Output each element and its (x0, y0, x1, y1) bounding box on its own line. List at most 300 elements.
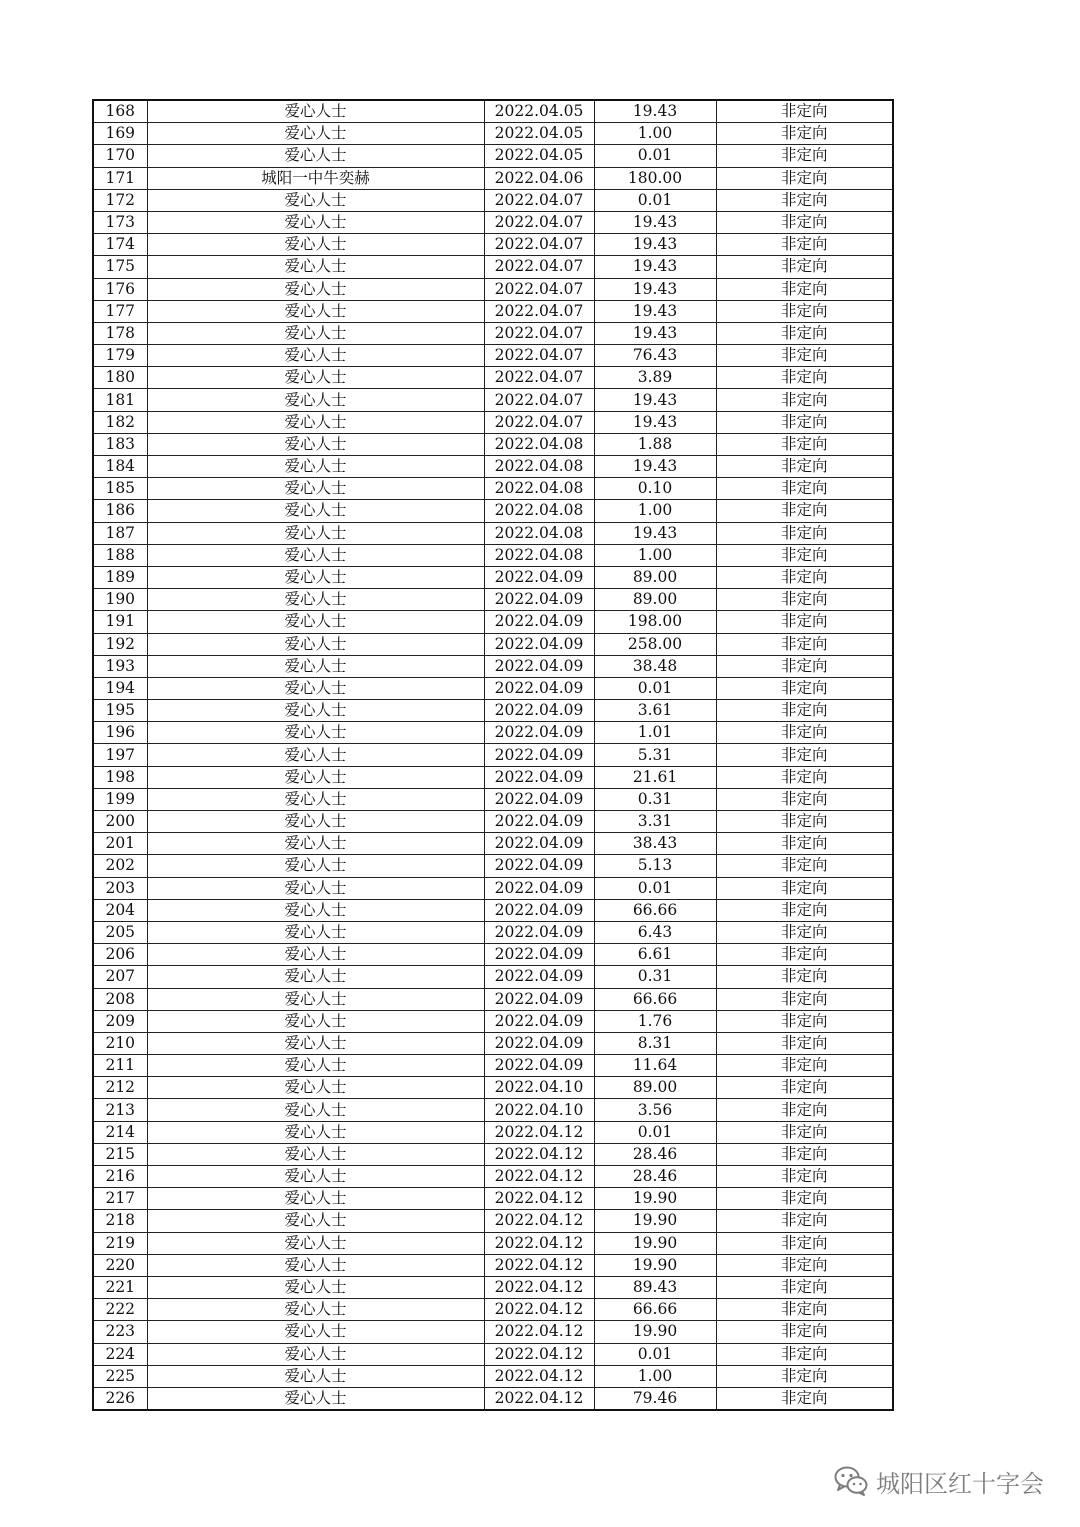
row-number-cell: 213 (93, 1099, 147, 1121)
donor-name-cell: 爱心人士 (147, 100, 484, 123)
table-row (93, 145, 893, 167)
donor-name-cell: 爱心人士 (147, 300, 484, 322)
table-row (93, 877, 893, 899)
row-number-cell: 222 (93, 1299, 147, 1321)
donation-type-cell: 非定向 (716, 1099, 893, 1121)
row-number-cell: 224 (93, 1343, 147, 1365)
donation-date-cell: 2022.04.09 (484, 944, 594, 966)
donor-name-cell: 爱心人士 (147, 211, 484, 233)
row-number-cell: 169 (93, 123, 147, 145)
donation-type-cell: 非定向 (716, 811, 893, 833)
donation-date-cell: 2022.04.12 (484, 1166, 594, 1188)
table-row (93, 1276, 893, 1298)
row-number-cell: 179 (93, 345, 147, 367)
donation-type-cell: 非定向 (716, 611, 893, 633)
table-row (93, 167, 893, 189)
donation-date-cell: 2022.04.08 (484, 522, 594, 544)
donation-date-cell: 2022.04.09 (484, 744, 594, 766)
donor-name-cell: 爱心人士 (147, 411, 484, 433)
row-number-cell: 202 (93, 855, 147, 877)
donor-name-cell: 爱心人士 (147, 278, 484, 300)
donation-date-cell: 2022.04.07 (484, 300, 594, 322)
row-number-cell: 173 (93, 211, 147, 233)
row-number-cell: 211 (93, 1055, 147, 1077)
donation-date-cell: 2022.04.09 (484, 788, 594, 810)
donor-name-cell: 爱心人士 (147, 1210, 484, 1232)
donor-name-cell: 爱心人士 (147, 322, 484, 344)
donation-type-cell: 非定向 (716, 1343, 893, 1365)
donation-type-cell: 非定向 (716, 655, 893, 677)
donor-name-cell: 爱心人士 (147, 633, 484, 655)
row-number-cell: 199 (93, 788, 147, 810)
table-row (93, 921, 893, 943)
row-number-cell: 183 (93, 433, 147, 455)
donation-type-cell: 非定向 (716, 1166, 893, 1188)
table-body (93, 100, 893, 1410)
donor-name-cell: 爱心人士 (147, 1321, 484, 1343)
donor-name-cell: 爱心人士 (147, 544, 484, 566)
donation-amount-cell: 198.00 (594, 611, 716, 633)
donation-date-cell: 2022.04.08 (484, 500, 594, 522)
donation-amount-cell: 1.76 (594, 1010, 716, 1032)
table-row (93, 522, 893, 544)
row-number-cell: 221 (93, 1276, 147, 1298)
donation-type-cell: 非定向 (716, 1143, 893, 1165)
donor-name-cell: 爱心人士 (147, 189, 484, 211)
table-row (93, 966, 893, 988)
donation-type-cell: 非定向 (716, 234, 893, 256)
donation-amount-cell: 66.66 (594, 988, 716, 1010)
table-row (93, 1387, 893, 1410)
donation-amount-cell: 3.61 (594, 700, 716, 722)
donation-type-cell: 非定向 (716, 544, 893, 566)
row-number-cell: 214 (93, 1121, 147, 1143)
donation-date-cell: 2022.04.07 (484, 189, 594, 211)
table-row (93, 1321, 893, 1343)
donation-type-cell: 非定向 (716, 589, 893, 611)
table-row (93, 811, 893, 833)
donation-type-cell: 非定向 (716, 944, 893, 966)
table-row (93, 256, 893, 278)
donation-type-cell: 非定向 (716, 145, 893, 167)
table-row (93, 566, 893, 588)
table-row (93, 1232, 893, 1254)
donation-amount-cell: 19.90 (594, 1232, 716, 1254)
donation-date-cell: 2022.04.07 (484, 278, 594, 300)
donation-date-cell: 2022.04.09 (484, 966, 594, 988)
donation-type-cell: 非定向 (716, 766, 893, 788)
row-number-cell: 185 (93, 478, 147, 500)
row-number-cell: 220 (93, 1254, 147, 1276)
row-number-cell: 203 (93, 877, 147, 899)
row-number-cell: 226 (93, 1387, 147, 1410)
donation-type-cell: 非定向 (716, 1188, 893, 1210)
row-number-cell: 187 (93, 522, 147, 544)
donation-type-cell: 非定向 (716, 988, 893, 1010)
donation-date-cell: 2022.04.08 (484, 456, 594, 478)
donation-date-cell: 2022.04.05 (484, 123, 594, 145)
donation-type-cell: 非定向 (716, 211, 893, 233)
wechat-icon (834, 1466, 868, 1496)
donation-amount-cell: 89.43 (594, 1276, 716, 1298)
table-row (93, 722, 893, 744)
donation-amount-cell: 19.90 (594, 1321, 716, 1343)
donation-date-cell: 2022.04.07 (484, 345, 594, 367)
donation-date-cell: 2022.04.05 (484, 145, 594, 167)
donation-type-cell: 非定向 (716, 744, 893, 766)
row-number-cell: 196 (93, 722, 147, 744)
table-row (93, 589, 893, 611)
donor-name-cell: 爱心人士 (147, 722, 484, 744)
donor-name-cell: 爱心人士 (147, 522, 484, 544)
row-number-cell: 215 (93, 1143, 147, 1165)
donation-date-cell: 2022.04.09 (484, 677, 594, 699)
donation-type-cell: 非定向 (716, 478, 893, 500)
donation-date-cell: 2022.04.09 (484, 766, 594, 788)
row-number-cell: 180 (93, 367, 147, 389)
donation-date-cell: 2022.04.12 (484, 1276, 594, 1298)
row-number-cell: 210 (93, 1032, 147, 1054)
donation-amount-cell: 19.43 (594, 100, 716, 123)
donor-name-cell: 爱心人士 (147, 677, 484, 699)
donation-type-cell: 非定向 (716, 788, 893, 810)
donation-amount-cell: 1.00 (594, 500, 716, 522)
donation-amount-cell: 8.31 (594, 1032, 716, 1054)
donation-date-cell: 2022.04.07 (484, 367, 594, 389)
table-row (93, 899, 893, 921)
donation-type-cell: 非定向 (716, 189, 893, 211)
row-number-cell: 175 (93, 256, 147, 278)
donor-name-cell: 爱心人士 (147, 921, 484, 943)
table-row (93, 234, 893, 256)
donation-date-cell: 2022.04.09 (484, 633, 594, 655)
donation-date-cell: 2022.04.09 (484, 722, 594, 744)
table-row (93, 700, 893, 722)
donor-name-cell: 爱心人士 (147, 1232, 484, 1254)
donation-type-cell: 非定向 (716, 1210, 893, 1232)
row-number-cell: 193 (93, 655, 147, 677)
row-number-cell: 218 (93, 1210, 147, 1232)
donation-date-cell: 2022.04.09 (484, 1032, 594, 1054)
table-row (93, 788, 893, 810)
donor-name-cell: 爱心人士 (147, 611, 484, 633)
row-number-cell: 201 (93, 833, 147, 855)
donor-name-cell: 爱心人士 (147, 766, 484, 788)
row-number-cell: 195 (93, 700, 147, 722)
row-number-cell: 206 (93, 944, 147, 966)
table-row (93, 189, 893, 211)
table-row (93, 611, 893, 633)
donation-amount-cell: 66.66 (594, 899, 716, 921)
row-number-cell: 188 (93, 544, 147, 566)
donor-name-cell: 爱心人士 (147, 1343, 484, 1365)
donation-type-cell: 非定向 (716, 123, 893, 145)
donation-date-cell: 2022.04.09 (484, 566, 594, 588)
donor-name-cell: 爱心人士 (147, 877, 484, 899)
donation-amount-cell: 0.31 (594, 966, 716, 988)
row-number-cell: 208 (93, 988, 147, 1010)
donation-date-cell: 2022.04.09 (484, 589, 594, 611)
donation-amount-cell: 3.31 (594, 811, 716, 833)
row-number-cell: 174 (93, 234, 147, 256)
donation-date-cell: 2022.04.09 (484, 1010, 594, 1032)
donation-type-cell: 非定向 (716, 100, 893, 123)
donation-type-cell: 非定向 (716, 899, 893, 921)
donation-type-cell: 非定向 (716, 633, 893, 655)
table-row (93, 766, 893, 788)
donor-name-cell: 爱心人士 (147, 234, 484, 256)
table-row (93, 1210, 893, 1232)
row-number-cell: 191 (93, 611, 147, 633)
donor-name-cell: 爱心人士 (147, 1099, 484, 1121)
donor-name-cell: 爱心人士 (147, 478, 484, 500)
donation-amount-cell: 89.00 (594, 1077, 716, 1099)
row-number-cell: 178 (93, 322, 147, 344)
row-number-cell: 182 (93, 411, 147, 433)
donation-amount-cell: 19.43 (594, 211, 716, 233)
donation-date-cell: 2022.04.09 (484, 611, 594, 633)
donation-amount-cell: 19.43 (594, 389, 716, 411)
donation-type-cell: 非定向 (716, 1387, 893, 1410)
donation-amount-cell: 3.89 (594, 367, 716, 389)
donation-date-cell: 2022.04.12 (484, 1210, 594, 1232)
donation-amount-cell: 19.43 (594, 456, 716, 478)
donation-amount-cell: 0.31 (594, 788, 716, 810)
donor-name-cell: 爱心人士 (147, 123, 484, 145)
donation-date-cell: 2022.04.09 (484, 833, 594, 855)
donation-amount-cell: 38.48 (594, 655, 716, 677)
table-row (93, 1055, 893, 1077)
donation-date-cell: 2022.04.07 (484, 322, 594, 344)
table-row (93, 1032, 893, 1054)
donor-name-cell: 爱心人士 (147, 966, 484, 988)
donor-name-cell: 爱心人士 (147, 1166, 484, 1188)
donation-amount-cell: 1.88 (594, 433, 716, 455)
donation-date-cell: 2022.04.06 (484, 167, 594, 189)
donation-type-cell: 非定向 (716, 522, 893, 544)
donation-amount-cell: 1.00 (594, 544, 716, 566)
donation-type-cell: 非定向 (716, 256, 893, 278)
donor-name-cell: 爱心人士 (147, 655, 484, 677)
table-row (93, 456, 893, 478)
donation-amount-cell: 0.01 (594, 1121, 716, 1143)
donation-amount-cell: 79.46 (594, 1387, 716, 1410)
donor-name-cell: 爱心人士 (147, 1055, 484, 1077)
donor-name-cell: 爱心人士 (147, 944, 484, 966)
donation-table (92, 99, 894, 1411)
donor-name-cell: 爱心人士 (147, 1254, 484, 1276)
table-row (93, 988, 893, 1010)
donation-type-cell: 非定向 (716, 966, 893, 988)
row-number-cell: 189 (93, 566, 147, 588)
row-number-cell: 204 (93, 899, 147, 921)
table-row (93, 1121, 893, 1143)
donation-date-cell: 2022.04.12 (484, 1299, 594, 1321)
donation-type-cell: 非定向 (716, 456, 893, 478)
row-number-cell: 184 (93, 456, 147, 478)
row-number-cell: 168 (93, 100, 147, 123)
donation-date-cell: 2022.04.12 (484, 1121, 594, 1143)
row-number-cell: 171 (93, 167, 147, 189)
donation-amount-cell: 38.43 (594, 833, 716, 855)
donation-date-cell: 2022.04.09 (484, 877, 594, 899)
donation-amount-cell: 180.00 (594, 167, 716, 189)
donation-type-cell: 非定向 (716, 677, 893, 699)
donation-amount-cell: 19.90 (594, 1254, 716, 1276)
donation-date-cell: 2022.04.05 (484, 100, 594, 123)
donor-name-cell: 爱心人士 (147, 988, 484, 1010)
donation-type-cell: 非定向 (716, 1032, 893, 1054)
table-row (93, 1343, 893, 1365)
row-number-cell: 219 (93, 1232, 147, 1254)
row-number-cell: 176 (93, 278, 147, 300)
row-number-cell: 212 (93, 1077, 147, 1099)
donation-type-cell: 非定向 (716, 167, 893, 189)
donation-date-cell: 2022.04.12 (484, 1232, 594, 1254)
donor-name-cell: 爱心人士 (147, 1299, 484, 1321)
donation-amount-cell: 0.01 (594, 145, 716, 167)
donor-name-cell: 爱心人士 (147, 1010, 484, 1032)
donation-amount-cell: 258.00 (594, 633, 716, 655)
donor-name-cell: 爱心人士 (147, 855, 484, 877)
table-row (93, 411, 893, 433)
donation-date-cell: 2022.04.08 (484, 433, 594, 455)
donation-amount-cell: 19.43 (594, 278, 716, 300)
donation-amount-cell: 11.64 (594, 1055, 716, 1077)
donor-name-cell: 爱心人士 (147, 1032, 484, 1054)
row-number-cell: 225 (93, 1365, 147, 1387)
donor-name-cell: 爱心人士 (147, 433, 484, 455)
donor-name-cell: 爱心人士 (147, 1121, 484, 1143)
table-row (93, 1077, 893, 1099)
row-number-cell: 200 (93, 811, 147, 833)
table-row (93, 389, 893, 411)
table-row (93, 944, 893, 966)
donation-amount-cell: 1.00 (594, 123, 716, 145)
donor-name-cell: 城阳一中牛奕赫 (147, 167, 484, 189)
table-row (93, 478, 893, 500)
donation-amount-cell: 5.31 (594, 744, 716, 766)
donor-name-cell: 爱心人士 (147, 788, 484, 810)
donation-amount-cell: 19.43 (594, 411, 716, 433)
donor-name-cell: 爱心人士 (147, 389, 484, 411)
donation-amount-cell: 1.00 (594, 1365, 716, 1387)
donor-name-cell: 爱心人士 (147, 256, 484, 278)
row-number-cell: 192 (93, 633, 147, 655)
watermark-text: 城阳区红十字会 (876, 1469, 1044, 1498)
donation-amount-cell: 28.46 (594, 1143, 716, 1165)
table-row (93, 1299, 893, 1321)
donation-type-cell: 非定向 (716, 1077, 893, 1099)
donor-name-cell: 爱心人士 (147, 589, 484, 611)
donation-date-cell: 2022.04.07 (484, 256, 594, 278)
table-row (93, 655, 893, 677)
donor-name-cell: 爱心人士 (147, 566, 484, 588)
watermark (834, 1461, 1044, 1501)
table-row (93, 1166, 893, 1188)
table-row (93, 855, 893, 877)
donation-type-cell: 非定向 (716, 367, 893, 389)
row-number-cell: 223 (93, 1321, 147, 1343)
table-row (93, 367, 893, 389)
donation-type-cell: 非定向 (716, 722, 893, 744)
donation-amount-cell: 0.10 (594, 478, 716, 500)
donation-date-cell: 2022.04.07 (484, 389, 594, 411)
donor-name-cell: 爱心人士 (147, 1276, 484, 1298)
donor-name-cell: 爱心人士 (147, 1077, 484, 1099)
donation-date-cell: 2022.04.09 (484, 921, 594, 943)
donation-date-cell: 2022.04.09 (484, 700, 594, 722)
row-number-cell: 207 (93, 966, 147, 988)
donor-name-cell: 爱心人士 (147, 811, 484, 833)
donation-date-cell: 2022.04.12 (484, 1387, 594, 1410)
table-row (93, 1099, 893, 1121)
donation-amount-cell: 66.66 (594, 1299, 716, 1321)
donation-type-cell: 非定向 (716, 1010, 893, 1032)
donor-name-cell: 爱心人士 (147, 1188, 484, 1210)
row-number-cell: 216 (93, 1166, 147, 1188)
donor-name-cell: 爱心人士 (147, 456, 484, 478)
table-row (93, 833, 893, 855)
donation-date-cell: 2022.04.07 (484, 211, 594, 233)
row-number-cell: 197 (93, 744, 147, 766)
table-row (93, 500, 893, 522)
donation-amount-cell: 19.43 (594, 522, 716, 544)
table-row (93, 677, 893, 699)
table-row (93, 744, 893, 766)
donor-name-cell: 爱心人士 (147, 367, 484, 389)
row-number-cell: 198 (93, 766, 147, 788)
row-number-cell: 172 (93, 189, 147, 211)
donor-name-cell: 爱心人士 (147, 700, 484, 722)
donation-date-cell: 2022.04.12 (484, 1188, 594, 1210)
row-number-cell: 217 (93, 1188, 147, 1210)
donation-date-cell: 2022.04.12 (484, 1321, 594, 1343)
donation-amount-cell: 0.01 (594, 877, 716, 899)
donation-amount-cell: 89.00 (594, 589, 716, 611)
table-row (93, 300, 893, 322)
donation-type-cell: 非定向 (716, 322, 893, 344)
donor-name-cell: 爱心人士 (147, 899, 484, 921)
table-row (93, 1010, 893, 1032)
row-number-cell: 177 (93, 300, 147, 322)
donation-amount-cell: 19.43 (594, 256, 716, 278)
donation-amount-cell: 19.43 (594, 234, 716, 256)
donation-amount-cell: 0.01 (594, 1343, 716, 1365)
donor-name-cell: 爱心人士 (147, 833, 484, 855)
donation-type-cell: 非定向 (716, 1321, 893, 1343)
donation-date-cell: 2022.04.07 (484, 411, 594, 433)
table-row (93, 123, 893, 145)
donation-type-cell: 非定向 (716, 566, 893, 588)
row-number-cell: 186 (93, 500, 147, 522)
donor-name-cell: 爱心人士 (147, 500, 484, 522)
donation-date-cell: 2022.04.08 (484, 544, 594, 566)
donation-type-cell: 非定向 (716, 700, 893, 722)
donation-amount-cell: 19.43 (594, 300, 716, 322)
table-row (93, 433, 893, 455)
donor-name-cell: 爱心人士 (147, 145, 484, 167)
table-row (93, 633, 893, 655)
donation-amount-cell: 1.01 (594, 722, 716, 744)
donation-amount-cell: 5.13 (594, 855, 716, 877)
table-row (93, 345, 893, 367)
table-row (93, 1254, 893, 1276)
row-number-cell: 170 (93, 145, 147, 167)
donation-type-cell: 非定向 (716, 1276, 893, 1298)
donation-date-cell: 2022.04.10 (484, 1099, 594, 1121)
donation-date-cell: 2022.04.09 (484, 988, 594, 1010)
